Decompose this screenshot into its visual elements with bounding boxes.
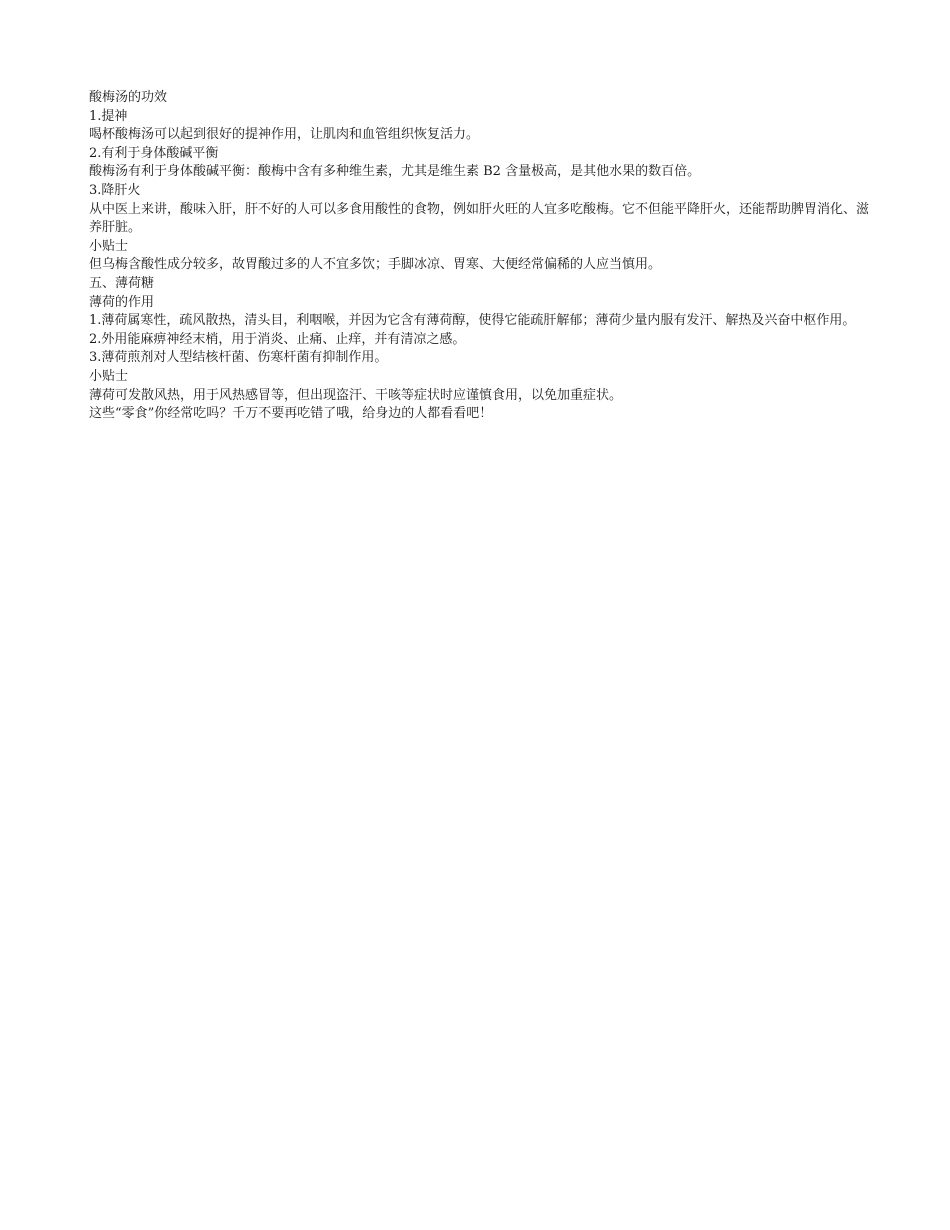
tip-paragraph-1: 但乌梅含酸性成分较多，故胃酸过多的人不宜多饮；手脚冰凉、胃寒、大便经常偏稀的人应当慎用。	[89, 257, 662, 273]
subheading-acid-base: 2.有利于身体酸碱平衡	[89, 145, 219, 161]
tip-paragraph-2: 薄荷可发散风热，用于风热感冒等，但出现盗汗、干咳等症状时应谨慎食用，以免加重症状。	[89, 387, 623, 403]
subheading-liver-fire: 3.降肝火	[89, 182, 141, 198]
paragraph-mint-effect-3: 3.薄荷煎剂对人型结核杆菌、伤寒杆菌有抑制作用。	[89, 350, 388, 366]
document-body	[89, 89, 879, 424]
subheading-refresh: 1.提神	[89, 108, 128, 124]
tip-heading-1: 小贴士	[89, 238, 129, 254]
paragraph-mint-effect-1: 1.薄荷属寒性，疏风散热，清头目，利咽喉，并因为它含有薄荷醇，使得它能疏肝解郁；薄荷少量内服有发汗、解热及兴奋中枢作用。	[89, 313, 856, 329]
tip-heading-2: 小贴士	[89, 368, 129, 384]
subheading-mint-effects: 薄荷的作用	[89, 294, 155, 310]
heading-mint-candy: 五、薄荷糖	[89, 275, 155, 291]
paragraph-acid-base: 酸梅汤有利于身体酸碱平衡：酸梅中含有多种维生素，尤其是维生素 B2 含量极高，是其他水果的数百倍。	[89, 164, 701, 180]
paragraph-refresh: 喝杯酸梅汤可以起到很好的提神作用，让肌肉和血管组织恢复活力。	[89, 127, 480, 143]
heading-sour-plum-soup: 酸梅汤的功效	[89, 90, 168, 105]
closing-remark: 这些“零食”你经常吃吗？千万不要再吃错了哦，给身边的人都看看吧！	[89, 406, 493, 422]
paragraph-liver-fire: 从中医上来讲，酸味入肝，肝不好的人可以多食用酸性的食物，例如肝火旺的人宜多吃酸梅。它不但能平降肝火，还能帮助脾胃消化、滋养肝脏。	[89, 201, 870, 236]
paragraph-mint-effect-2: 2.外用能麻痹神经末梢，用于消炎、止痛、止痒，并有清凉之感。	[89, 331, 466, 347]
